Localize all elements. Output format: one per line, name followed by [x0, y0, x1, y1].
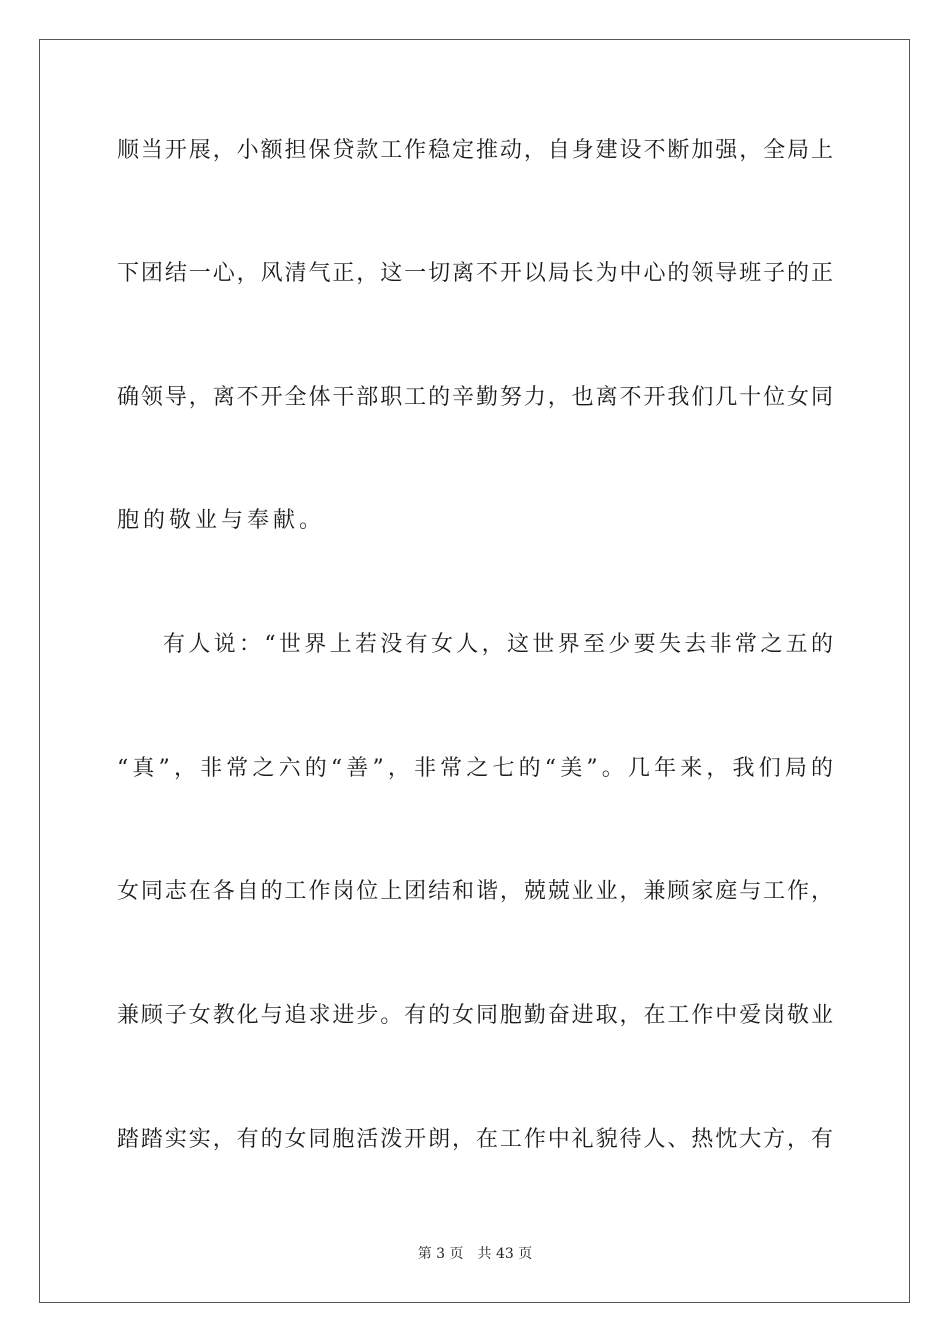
page-number: 第 3 页 [417, 1246, 464, 1262]
paragraph-line-2: 下团结一心，风清气正，这一切离不开以局长为中心的领导班子的正 [117, 261, 833, 286]
page-total: 共 43 页 [477, 1246, 533, 1262]
paragraph-line-3: 确领导，离不开全体干部职工的辛勤努力，也离不开我们几十位女同 [117, 385, 833, 410]
paragraph-line-8: 兼顾子女教化与追求进步。有的女同胞勤奋进取，在工作中爱岗敬业 [117, 1003, 833, 1028]
paragraph-line-4: 胞的敬业与奉献。 [117, 508, 326, 533]
page-footer [0, 1244, 950, 1264]
paragraph-line-7: 女同志在各自的工作岗位上团结和谐，兢兢业业，兼顾家庭与工作， [117, 879, 833, 904]
paragraph-line-1: 顺当开展，小额担保贷款工作稳定推动，自身建设不断加强，全局上 [117, 138, 833, 163]
paragraph-line-5: 有人说：“世界上若没有女人，这世界至少要失去非常之五的 [163, 632, 833, 657]
page-border [39, 39, 910, 1303]
paragraph-line-9: 踏踏实实，有的女同胞活泼开朗，在工作中礼貌待人、热忱大方，有 [117, 1127, 833, 1152]
paragraph-line-6: “真”，非常之六的“善”，非常之七的“美”。几年来，我们局的 [117, 756, 833, 781]
